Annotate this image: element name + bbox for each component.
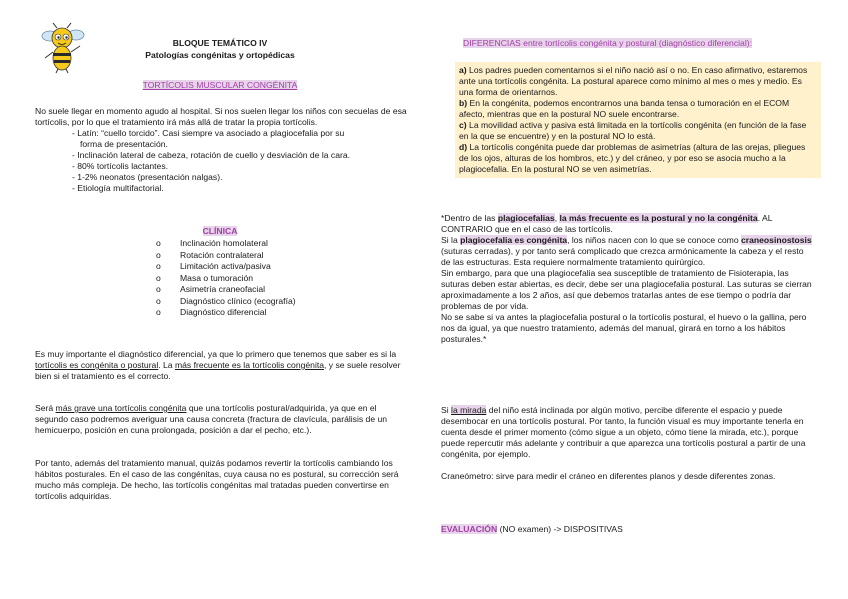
text-fragment: . La (158, 360, 175, 370)
item-text: Los padres pueden comentarnos si el niño nació así o no. En caso afirmativo, estaremos ante una tortícolis congénita. La postural aparece como mínimo al mes o mes y medio. Es una forma de orientarnos. (459, 65, 808, 97)
craniometer-paragraph: Craneómetro: sirve para medir el cráneo en diferentes planos y desde diferentes zonas. (441, 471, 776, 481)
text-fragment: más frecuente es la tortícolis congénita (174, 360, 325, 370)
list-item: o Masa o tumoración (156, 273, 376, 285)
block-title: BLOQUE TEMÁTICO IV (172, 38, 268, 48)
clinica-heading (175, 226, 265, 237)
left-column (35, 106, 407, 194)
evaluation-title: EVALUACIÓN (441, 524, 498, 534)
differences-box (455, 62, 821, 178)
item-text: La tortícolis congénita puede dar problemas de asimetrías (altura de las orejas, pliegues de los ojos, alturas de los hombros, etc.) y del cráneo, y por eso se asocia mucho a la plagiocefalia. En la postural NO se ven asimetrías. (459, 142, 806, 174)
text-fragment: , (554, 213, 560, 223)
plagiocephaly-notes (441, 213, 813, 345)
text-fragment: la más frecuente es la postural y no la congénita (559, 213, 758, 223)
gaze-paragraph (441, 405, 813, 460)
treatment-paragraph: Por tanto, además del tratamiento manual, quizás podamos revertir la tortícolis cambiando los hábitos posturales. En el caso de las congénitas, cuya causa no es postural, su corrección será mucho más compleja. De hecho, las tortícolis congénitas mal tratadas pueden convertirse en tortícolis adquiridas. (35, 458, 399, 501)
list-item: - Latín: “cuello torcido”. Casi siempre va asociado a plagiocefalia por su (72, 128, 345, 138)
text-fragment: tortícolis es congénita o postural (35, 360, 159, 370)
list-item: o Rotación contralateral (156, 250, 376, 262)
list-item: - 80% tortícolis lactantes. (72, 161, 169, 171)
text-fragment: , y se suele resolver bien si el tratamiento es el correcto. (35, 360, 401, 381)
differential-paragraph (35, 349, 407, 382)
dash-list (72, 128, 407, 194)
text-fragment: Es muy importante el diagnóstico diferencial, ya que lo primero que tenemos que saber es si la (35, 349, 397, 359)
section-title-text: TORTÍCOLIS MUSCULAR CONGÉNITA (142, 80, 298, 90)
text-fragment: más grave una tortícolis congénita (55, 403, 187, 413)
section-title (120, 80, 320, 91)
text-fragment: Si (441, 405, 452, 415)
list-item: o Limitación activa/pasiva (156, 261, 376, 273)
list-item: o Asimetría craneofacial (156, 284, 376, 296)
note-paragraph (441, 235, 813, 268)
item-text: La movilidad activa y pasiva está limitada en la tortícolis congénita (en función de la fase en la que se encuentre) y en la postural NO lo está. (459, 120, 807, 141)
list-item: forma de presentación. (80, 139, 168, 149)
block-subtitle: Patologías congénitas y ortopédicas (145, 50, 295, 60)
clinica-list (156, 238, 376, 319)
bee-mascot-icon (40, 22, 86, 74)
difference-item (459, 142, 817, 175)
list-item: o Inclinación homolateral (156, 238, 376, 250)
text-fragment: plagiocefalias (497, 213, 555, 223)
note-paragraph: No se sabe si va antes la plagiocefalia postural o la tortícolis postural, el huevo o la gallina, pero nos da igual, ya que nuestro tratamiento, además del manual, girará en torno a los hábitos posturales.* (441, 312, 807, 344)
intro-paragraph: No suele llegar en momento agudo al hospital. Si nos suelen llegar los niños con secuelas de esa tortícolis, por lo que el tratamiento irá más allá de tratar la propia tortícolis. (35, 106, 407, 127)
clinica-title: CLÍNICA (202, 226, 238, 236)
text-fragment: plagiocefalia es congénita (460, 235, 568, 245)
difference-item (459, 65, 817, 98)
difference-item (459, 98, 817, 120)
text-fragment: del niño está inclinada por algún motivo, percibe diferente el espacio y puede desembocar en una tortícolis postural. Por tanto, la función visual es muy importante tenerla en cuenta desde el primer momento (cómo sigue a un objeto, cómo tiene la mirada, etc.), porque puede repercutir más adelante y contribuir a que aparezca una tortícolis postural a partir de una congénita, por ejemplo. (441, 405, 806, 459)
item-letter: c) (459, 120, 467, 130)
item-letter: a) (459, 65, 467, 75)
text-fragment: Si la (441, 235, 461, 245)
text-fragment: (suturas cerradas), y por tanto será complicado que crezca armónicamente la cabeza y el resto de las estructuras. Esta requiere normalmente tratamiento quirúrgico. (441, 246, 804, 267)
diff-heading (463, 38, 823, 49)
severity-paragraph (35, 403, 407, 436)
note-paragraph (441, 213, 813, 235)
evaluation-line (441, 524, 813, 535)
list-item: - 1-2% neonatos (presentación nalgas). (72, 172, 223, 182)
list-item: - Inclinación lateral de cabeza, rotación de cuello y desviación de la cara. (72, 150, 351, 160)
text-fragment: , los niños nacen con lo que se conoce como (567, 235, 741, 245)
diff-title: DIFERENCIAS entre tortícolis congénita y postural (diagnóstico diferencial): (463, 38, 752, 48)
text-fragment: Será (35, 403, 56, 413)
evaluation-rest: (NO examen) -> DISPOSITIVAS (497, 524, 623, 534)
list-item: o Diagnóstico clínico (ecografía) (156, 296, 376, 308)
item-letter: d) (459, 142, 468, 152)
text-fragment: la mirada (451, 405, 487, 415)
text-fragment: . AL CONTRARIO que en el caso de las tortícolis. (441, 213, 773, 234)
item-text: En la congénita, podemos encontrarnos una banda tensa o tumoración en el ECOM afecto, mientras que en la postural NO suele encontrarse. (459, 98, 790, 119)
difference-item (459, 120, 817, 142)
text-fragment: *Dentro de las (441, 213, 498, 223)
text-fragment: craneosinostosis (741, 235, 812, 245)
text-fragment: que una tortícolis postural/adquirida, ya que en el segundo caso podremos averiguar una causa concreta (fractura de clavícula, parálisis de un hemicuerpo, posición en cuna prolongada, posición a dar el pecho, etc.). (35, 403, 388, 435)
note-paragraph: Sin embargo, para que una plagiocefalia sea susceptible de tratamiento de Fisioterapia, las suturas deben estar abiertas, es decir, debe ser una plagiocefalia postural. Las suturas se cierran aproximadamente a los 2 años, así que debemos tratarlas antes de ese tiempo o podría dar problemas de por vida. (441, 268, 812, 311)
list-item: - Etiología multifactorial. (72, 183, 164, 193)
item-letter: b) (459, 98, 468, 108)
list-item: o Diagnóstico diferencial (156, 307, 376, 319)
